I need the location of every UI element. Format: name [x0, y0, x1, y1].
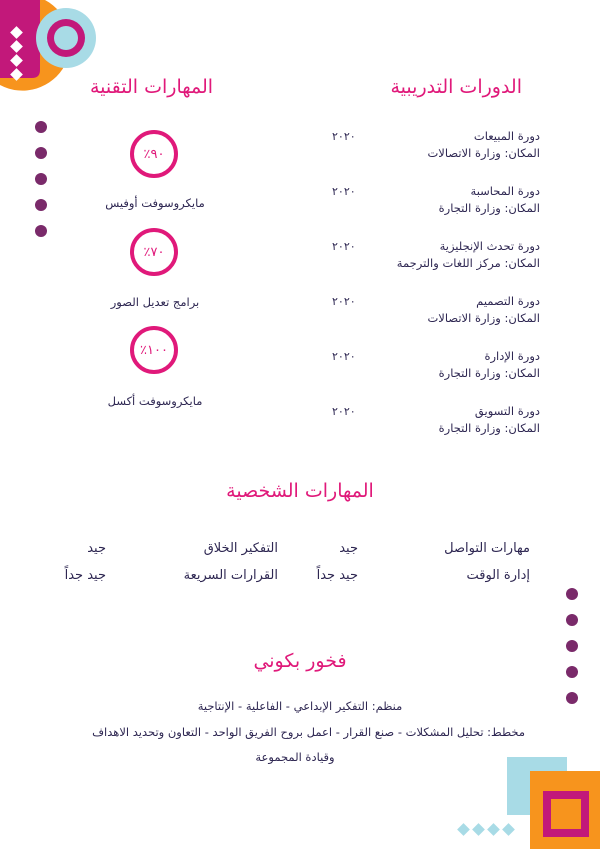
course-place: المكان: وزارة التجارة	[438, 366, 540, 380]
courses-title: الدورات التدريبية	[390, 76, 522, 98]
course-item	[330, 238, 540, 272]
course-year: ٢٠٢٠	[332, 350, 356, 363]
course-item	[330, 348, 540, 382]
skill-name: مايكروسوفت أوفيس	[105, 196, 205, 210]
course-item	[330, 403, 540, 437]
hobby-line: منظم: التفكير الإبداعي - الفاعلية - الإنتاجية	[197, 699, 403, 713]
skill-name: برامج تعديل الصور	[110, 295, 200, 309]
personal-skill: إدارة الوقت	[466, 568, 530, 583]
skill-ring	[130, 326, 178, 374]
right-dots	[566, 588, 578, 704]
diamond-row	[459, 825, 513, 834]
course-name: دورة المبيعات	[473, 129, 540, 143]
personal-level: جيد	[339, 541, 358, 556]
top-left-decoration	[0, 0, 100, 95]
course-place: المكان: وزارة الاتصالات	[427, 146, 540, 160]
skill-percent: ٧٠٪	[143, 244, 165, 260]
personal-skill: مهارات التواصل	[444, 541, 530, 556]
course-place: المكان: وزارة الاتصالات	[427, 311, 540, 325]
personal-level: جيد	[87, 541, 106, 556]
skill-percent: ٩٠٪	[143, 146, 165, 162]
course-year: ٢٠٢٠	[332, 130, 356, 143]
course-item	[330, 128, 540, 162]
skill-percent: ١٠٠٪	[140, 342, 168, 358]
skill-ring	[130, 130, 178, 178]
personal-level: جيد جداً	[316, 568, 358, 583]
personal-skill: القرارات السريعة	[183, 568, 278, 583]
course-year: ٢٠٢٠	[332, 405, 356, 418]
hobbies-title: فخور بكوني	[253, 650, 347, 672]
course-place: المكان: وزارة التجارة	[438, 201, 540, 215]
course-year: ٢٠٢٠	[332, 240, 356, 253]
personal-skills-title: المهارات الشخصية	[226, 480, 374, 502]
personal-skill: التفكير الخلاق	[203, 541, 278, 556]
course-name: دورة تحدث الإنجليزية	[439, 239, 540, 253]
course-year: ٢٠٢٠	[332, 295, 356, 308]
course-place: المكان: مركز اللغات والترجمة	[396, 256, 540, 270]
course-name: دورة التسويق	[474, 404, 540, 418]
course-item	[330, 293, 540, 327]
course-name: دورة المحاسبة	[470, 184, 540, 198]
skill-ring	[130, 228, 178, 276]
hobby-line: مخطط: تحليل المشكلات - صنع القرار - اعمل بروح الفريق الواحد - التعاون وتحديد الاهداف	[92, 725, 525, 739]
skill-name: مايكروسوفت أكسل	[107, 394, 203, 408]
personal-level: جيد جداً	[64, 568, 106, 583]
course-place: المكان: وزارة التجارة	[438, 421, 540, 435]
tech-skills-title: المهارات التقنية	[90, 76, 214, 98]
hobby-line: وقيادة المجموعة	[255, 750, 335, 764]
left-dots	[35, 121, 47, 237]
course-name: دورة التصميم	[476, 294, 540, 308]
bottom-right-decoration	[455, 755, 600, 849]
diamond-column	[12, 28, 21, 79]
course-name: دورة الإدارة	[484, 349, 540, 363]
course-year: ٢٠٢٠	[332, 185, 356, 198]
course-item	[330, 183, 540, 217]
